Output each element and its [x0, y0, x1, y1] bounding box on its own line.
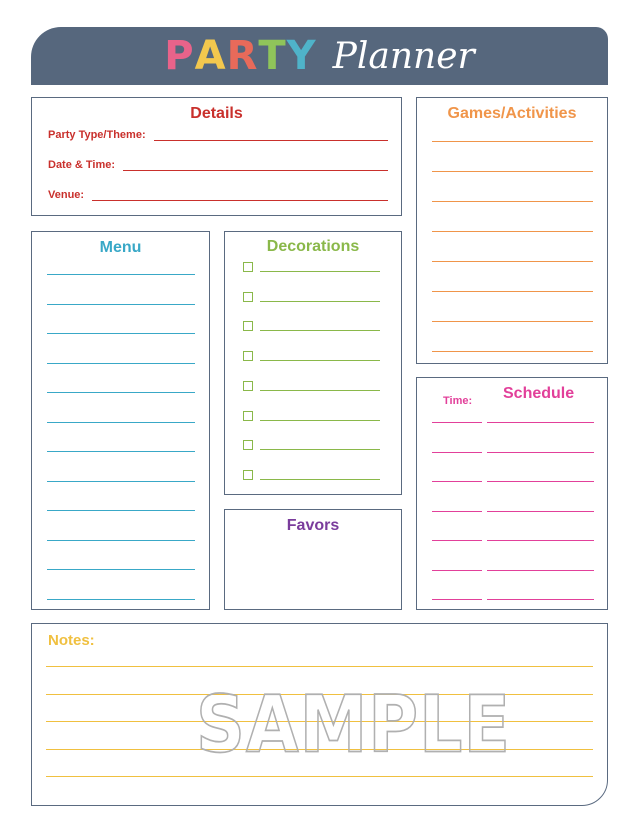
details-input-line[interactable]	[154, 140, 388, 141]
details-input-line[interactable]	[123, 170, 388, 171]
schedule-time-label: Time:	[443, 395, 473, 407]
schedule-activity-line[interactable]	[487, 599, 594, 600]
decoration-checkbox[interactable]	[243, 292, 253, 302]
decoration-line[interactable]	[260, 390, 380, 391]
decoration-checkbox[interactable]	[243, 262, 253, 272]
schedule-title: Schedule	[503, 385, 575, 402]
schedule-activity-line[interactable]	[487, 511, 594, 512]
notes-title: Notes:	[48, 632, 95, 649]
games-title: Games/Activities	[447, 105, 577, 122]
details-label: Date & Time:	[48, 159, 116, 171]
games-line[interactable]	[432, 351, 593, 352]
header-banner	[31, 27, 608, 85]
title-letter: Y	[286, 33, 317, 79]
decorations-title: Decorations	[266, 238, 360, 255]
schedule-activity-line[interactable]	[487, 540, 594, 541]
menu-line[interactable]	[47, 392, 195, 393]
schedule-box	[416, 377, 608, 610]
games-line[interactable]	[432, 291, 593, 292]
menu-line[interactable]	[47, 569, 195, 570]
details-box	[31, 97, 402, 216]
games-line[interactable]	[432, 261, 593, 262]
favors-box	[224, 509, 402, 610]
notes-line[interactable]	[46, 666, 593, 667]
title-party	[164, 33, 316, 79]
title-letter: T	[258, 33, 287, 79]
decoration-checkbox[interactable]	[243, 470, 253, 480]
details-title: Details	[190, 105, 243, 122]
schedule-activity-line[interactable]	[487, 422, 594, 423]
games-line[interactable]	[432, 321, 593, 322]
games-line[interactable]	[432, 231, 593, 232]
menu-line[interactable]	[47, 451, 195, 452]
decoration-checkbox[interactable]	[243, 411, 253, 421]
menu-title: Menu	[99, 239, 142, 256]
title-planner: Planner	[332, 35, 475, 77]
decoration-checkbox[interactable]	[243, 381, 253, 391]
details-field-date-time[interactable]	[48, 159, 388, 171]
menu-line[interactable]	[47, 304, 195, 305]
decoration-line[interactable]	[260, 330, 380, 331]
decoration-checkbox[interactable]	[243, 351, 253, 361]
title-letter: P	[164, 33, 195, 79]
games-box	[416, 97, 608, 364]
decoration-line[interactable]	[260, 420, 380, 421]
menu-line[interactable]	[47, 363, 195, 364]
notes-line[interactable]	[46, 776, 593, 777]
menu-line[interactable]	[47, 422, 195, 423]
games-line[interactable]	[432, 171, 593, 172]
schedule-time-line[interactable]	[432, 481, 482, 482]
details-label: Venue:	[48, 189, 85, 201]
schedule-activity-line[interactable]	[487, 452, 594, 453]
schedule-time-line[interactable]	[432, 422, 482, 423]
sample-watermark: SAMPLE	[196, 680, 511, 771]
games-line[interactable]	[432, 141, 593, 142]
schedule-time-line[interactable]	[432, 511, 482, 512]
details-field-venue[interactable]	[48, 189, 388, 201]
menu-line[interactable]	[47, 481, 195, 482]
decoration-line[interactable]	[260, 449, 380, 450]
title-letter: R	[226, 33, 259, 79]
menu-line[interactable]	[47, 599, 195, 600]
decoration-checkbox[interactable]	[243, 440, 253, 450]
menu-line[interactable]	[47, 510, 195, 511]
menu-box	[31, 231, 210, 610]
page-title	[31, 27, 608, 85]
schedule-time-line[interactable]	[432, 452, 482, 453]
menu-line[interactable]	[47, 333, 195, 334]
schedule-time-line[interactable]	[432, 599, 482, 600]
schedule-activity-line[interactable]	[487, 570, 594, 571]
decoration-checkbox[interactable]	[243, 321, 253, 331]
decoration-line[interactable]	[260, 479, 380, 480]
decoration-line[interactable]	[260, 301, 380, 302]
details-label: Party Type/Theme:	[48, 129, 146, 141]
games-line[interactable]	[432, 201, 593, 202]
title-letter: A	[194, 33, 227, 79]
menu-line[interactable]	[47, 274, 195, 275]
details-input-line[interactable]	[92, 200, 388, 201]
decoration-line[interactable]	[260, 360, 380, 361]
details-field-party-type[interactable]	[48, 129, 388, 141]
decoration-line[interactable]	[260, 271, 380, 272]
menu-line[interactable]	[47, 540, 195, 541]
favors-title: Favors	[286, 517, 340, 534]
schedule-time-line[interactable]	[432, 540, 482, 541]
schedule-time-line[interactable]	[432, 570, 482, 571]
schedule-activity-line[interactable]	[487, 481, 594, 482]
decorations-box	[224, 231, 402, 495]
